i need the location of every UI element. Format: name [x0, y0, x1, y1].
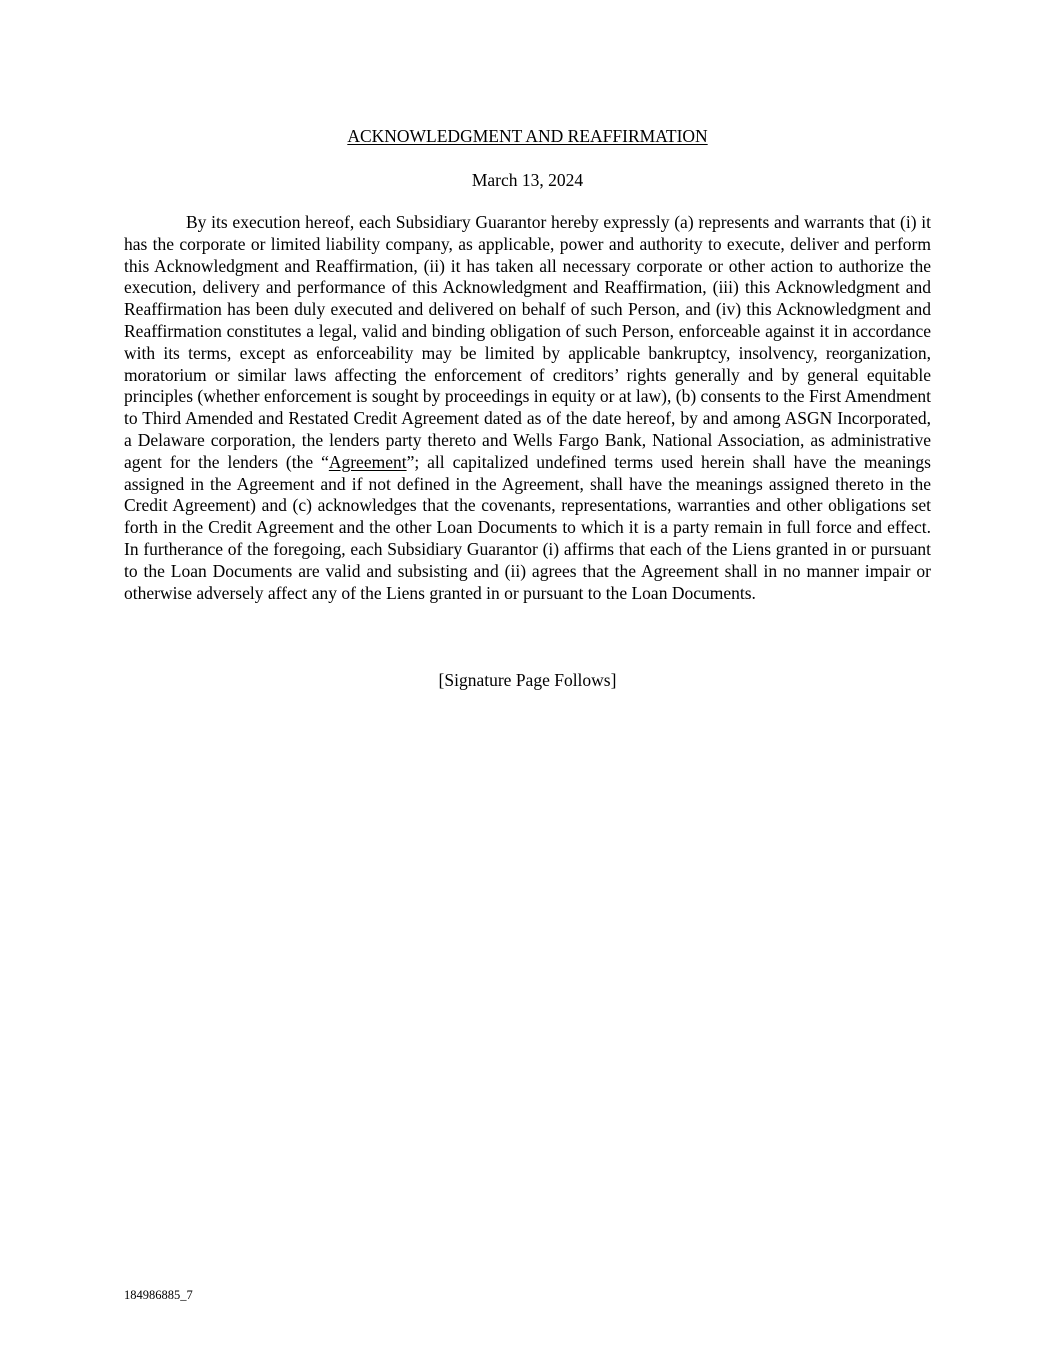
document-title-text: ACKNOWLEDGMENT AND REAFFIRMATION — [347, 126, 708, 146]
document-id-footer: 184986885_7 — [124, 1288, 193, 1302]
document-date: March 13, 2024 — [471, 170, 584, 190]
body-paragraph — [124, 212, 931, 604]
document-title — [0, 125, 1055, 147]
body-paragraph-part2: ”; all capitalized undefined terms used herein shall have the meanings assigned in the Agreement and if not defined in the Agreement, shall have the meanings assigned thereto in the Credit Agreement) and (c) acknowledges that the covenants, representations, warranties and other obligations set forth in the Credit Agreement and the other Loan Documents to which it is a party remain in full force and effect. In furtherance of the foregoing, each Subsidiary Guarantor (i) affirms that each of the Liens granted in or pursuant to the Loan Documents are valid and subsisting and (ii) agrees that the Agreement shall in no manner impair or otherwise adversely affect any of the Liens granted in or pursuant to the Loan Documents. — [124, 451, 931, 603]
signature-page-note: [Signature Page Follows] — [438, 670, 617, 690]
defined-term-agreement: Agreement — [328, 451, 407, 472]
body-paragraph-part1: By its execution hereof, each Subsidiary Guarantor hereby expressly (a) represents and warrants that (i) it has the corporate or limited liability company, as applicable, power and authority to execute, deliver and perform this Acknowledgment and Reaffirmation, (ii) it has taken all necessary corporate or other action to authorize the execution, delivery and performance of this Acknowledgment and Reaffirmation, (iii) this Acknowledgment and Reaffirmation has been duly executed and delivered on behalf of such Person, and (iv) this Acknowledgment and Reaffirmation constitutes a legal, valid and binding obligation of such Person, enforceable against it in accordance with its terms, except as enforceability may be limited by applicable bankruptcy, insolvency, reorganization, moratorium or similar laws affecting the enforcement of creditors’ rights generally and by general equitable principles (whether enforcement is sought by proceedings in equity or at law), (b) consents to the First Amendment to Third Amended and Restated Credit Agreement dated as of the date hereof, by and among ASGN Incorporated, a Delaware corporation, the lenders party thereto and Wells Fargo Bank, National Association, as administrative agent for the lenders (the “ — [124, 212, 931, 472]
